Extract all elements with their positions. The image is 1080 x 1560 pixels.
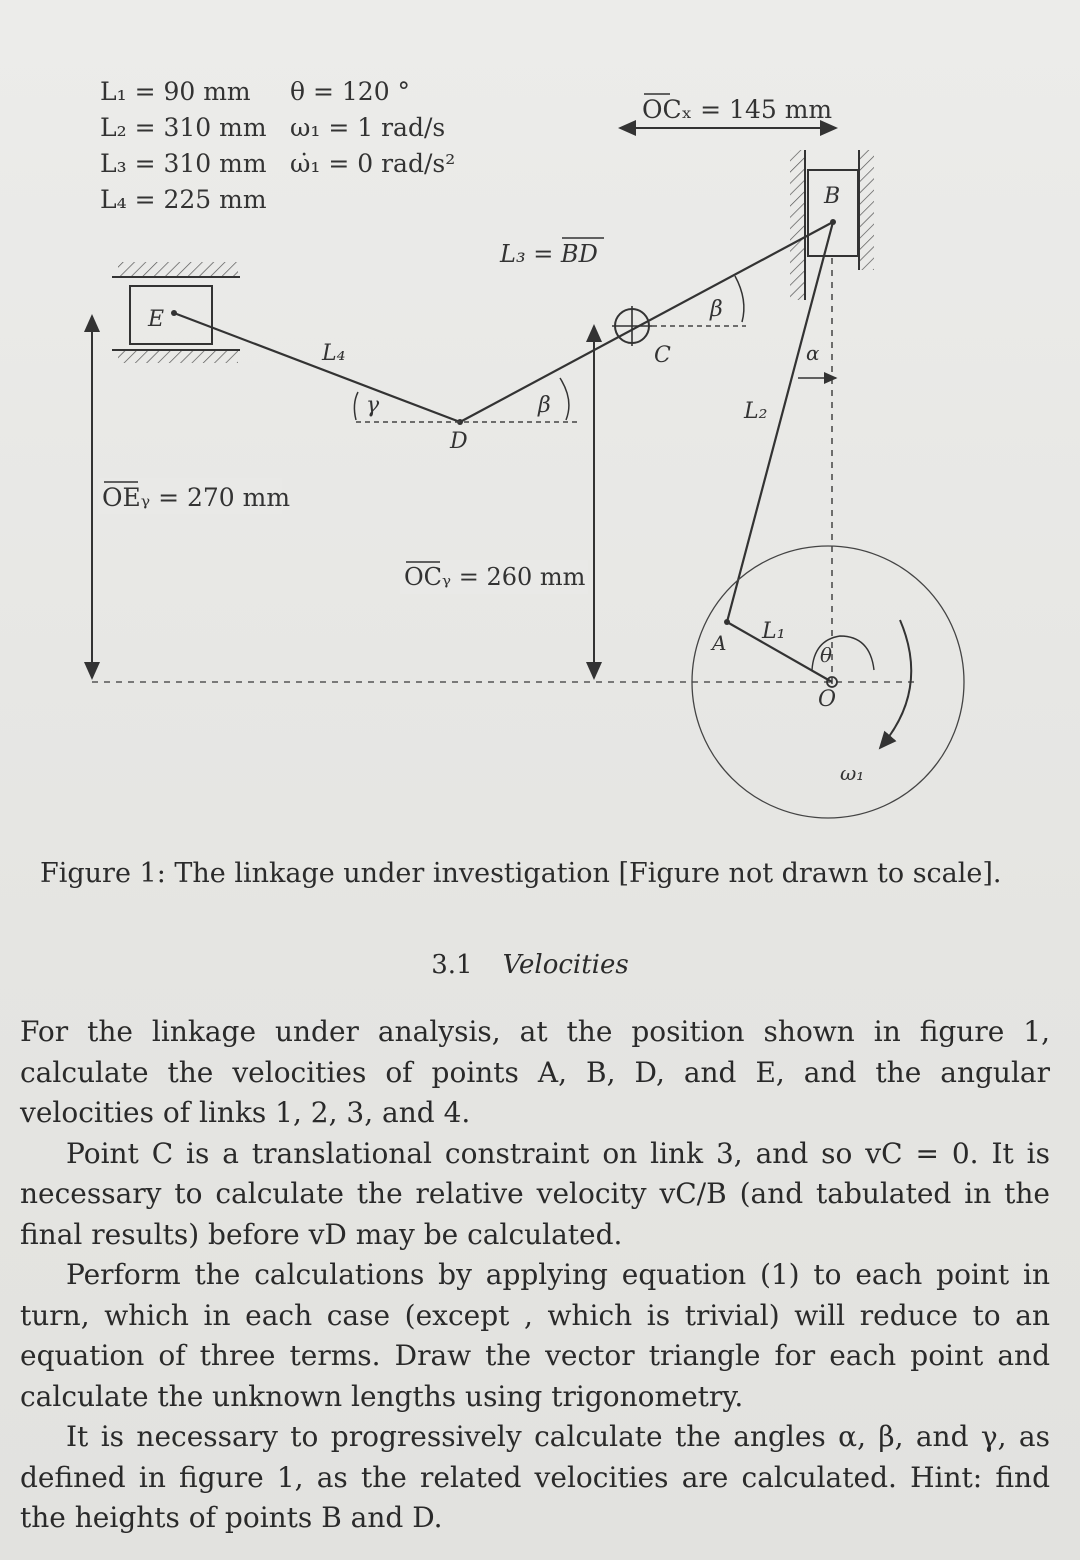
beta-lower-label: β xyxy=(538,393,551,418)
paragraph-2: Point C is a translational constraint on link 3, and so vC = 0. It is necessary to calculate the relative velocity vC/B (and tabulated in the final results) before vD may be calculated. xyxy=(20,1136,1050,1251)
gamma-label: γ xyxy=(366,393,380,418)
parameters-right xyxy=(290,77,455,178)
link-l2-label: L₂ xyxy=(744,399,768,424)
oey-label: OEᵧ = 270 mm xyxy=(102,483,291,512)
link-l3-label: L₃ = BD xyxy=(500,240,598,268)
section-number: 3.1 xyxy=(431,950,473,980)
section-title: Velocities xyxy=(502,950,629,980)
e-slider-block xyxy=(130,286,212,344)
figure-caption: Figure 1: The linkage under investigation [Figure not drawn to scale]. xyxy=(40,858,1002,889)
e-guide-hatch-bottom xyxy=(118,351,238,363)
param-l4: L₄ = 225 mm xyxy=(100,185,267,214)
omega-label: ω₁ xyxy=(840,761,865,785)
param-l3: L₃ = 310 mm xyxy=(100,149,267,178)
paragraph-3: Perform the calculations by applying equation (1) to each point in turn, which in each case (except , which is trivial) will reduce to an equation of three terms. Draw the vector triangle for each point and calculate the unknown lengths using trigonometry. xyxy=(20,1258,1050,1413)
link-l1-label: L₁ xyxy=(762,619,786,644)
ocx-label: OCₓ = 145 mm xyxy=(642,95,833,124)
omega-arrow xyxy=(880,620,911,748)
link-l4-label: L₄ xyxy=(322,341,346,366)
paragraph-4: It is necessary to progressively calculate the angles α, β, and γ, as defined in figure 1, as the related velocities are calculated. Hint: find the heights of points B and D. xyxy=(20,1420,1050,1534)
point-c-label: C xyxy=(654,343,671,368)
ocy-label: OCᵧ = 260 mm xyxy=(404,563,586,591)
body-text xyxy=(20,1012,1050,1539)
pin-b xyxy=(830,219,836,225)
point-o-label: O xyxy=(818,687,837,712)
pin-a xyxy=(724,619,730,625)
param-l1: L₁ = 90 mm xyxy=(100,77,251,106)
link-l2 xyxy=(727,222,833,622)
param-omega-dot: ω̇₁ = 0 rad/s² xyxy=(290,149,456,178)
gamma-arc xyxy=(354,392,358,420)
b-guide-hatch-left xyxy=(790,150,804,300)
point-d-label: D xyxy=(450,429,468,454)
point-a-label: A xyxy=(712,631,727,655)
e-guide-hatch-top xyxy=(118,262,238,276)
beta-arc-upper xyxy=(735,276,744,322)
beta-upper-label: β xyxy=(710,297,723,322)
point-e-label: E xyxy=(148,307,165,332)
param-theta: θ = 120 ° xyxy=(290,77,411,106)
section-heading xyxy=(0,950,1060,980)
beta-arc-lower xyxy=(560,378,569,420)
b-guide-hatch-right xyxy=(860,150,874,270)
point-b-label: B xyxy=(824,184,841,209)
theta-label: θ xyxy=(820,643,833,667)
parameters-left xyxy=(100,77,267,214)
alpha-label: α xyxy=(806,341,820,365)
paragraph-1: For the linkage under analysis, at the position shown in figure 1, calculate the velocities of points A, B, D, and E, and the angular velocities of links 1, 2, 3, and 4. xyxy=(20,1015,1050,1129)
param-l2: L₂ = 310 mm xyxy=(100,113,267,142)
link-l4 xyxy=(174,313,460,422)
param-omega: ω₁ = 1 rad/s xyxy=(290,113,446,142)
b-slider-block xyxy=(808,170,858,256)
